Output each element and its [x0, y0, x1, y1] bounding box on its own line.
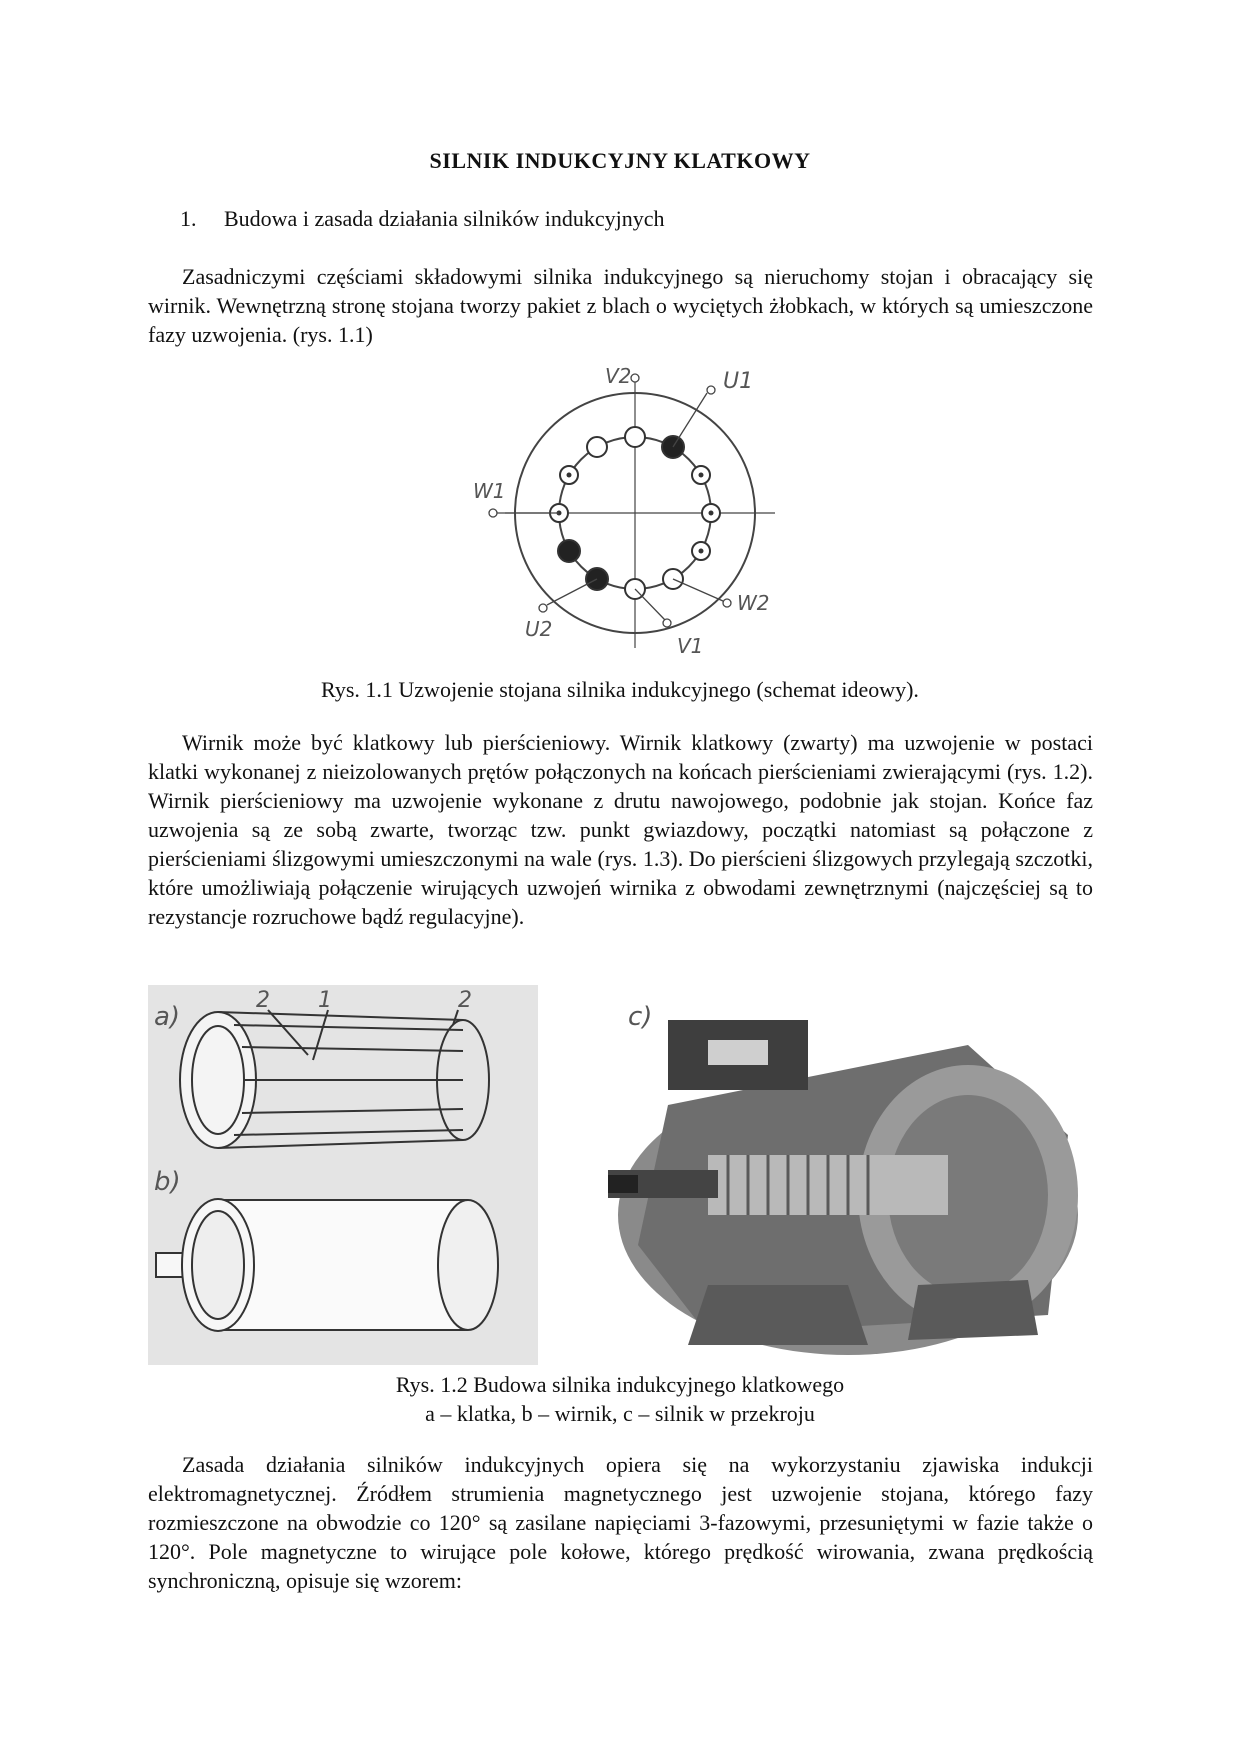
section-heading [180, 206, 665, 232]
figure1-caption: Rys. 1.1 Uzwojenie stojana silnika indukcyjnego (schemat ideowy). [321, 677, 919, 702]
section-number: 1. [180, 206, 197, 231]
label-2a: 2 [256, 988, 270, 1013]
label-c: c) [628, 1002, 653, 1032]
label-a: a) [154, 1002, 181, 1032]
motor-cross-section-image [608, 1020, 1078, 1355]
label-b: b) [154, 1167, 181, 1197]
label-v1: V1 [677, 634, 704, 658]
label-u2: U2 [525, 617, 553, 641]
page-title: SILNIK INDUKCYJNY KLATKOWY [429, 148, 811, 173]
paragraph-intro: Zasadniczymi częściami składowymi silnika indukcyjnego są nieruchomy stojan i obracający się wirnik. Wewnętrzną stronę stojana tworzy pakiet z blach o wyciętych żłobkach, w których są umieszczone fazy uzwojenia. (rys. 1.1) [148, 264, 1093, 347]
motor-construction-figure [148, 985, 1093, 1365]
label-1: 1 [318, 988, 332, 1013]
label-u1: U1 [723, 369, 754, 394]
paragraph-principle: Zasada działania silników indukcyjnych opiera się na wykorzystaniu zjawiska indukcji elektromagnetycznej. Źródłem strumienia magnetycznego jest uzwojenie stojana, którego fazy rozmieszczone na obwodzie co 120° są zasilane napięciami 3-fazowymi, przesuniętymi w fazie także o 120°. Pole magnetyczne to wirujące pole kołowe, którego prędkość wirowania, zwana prędkością synchroniczną, opisuje się wzorem: [148, 1452, 1093, 1593]
slot [625, 427, 645, 447]
label-v2: V2 [605, 364, 632, 388]
slot [558, 540, 580, 562]
figure2-caption [0, 1370, 1240, 1428]
slot [587, 437, 607, 457]
label-2b: 2 [458, 988, 472, 1013]
stator-winding-diagram [455, 358, 815, 663]
rotor-drawing [156, 1199, 498, 1331]
label-w1: W1 [473, 479, 506, 503]
paragraph-rotor: Wirnik może być klatkowy lub pierścieniowy. Wirnik klatkowy (zwarty) ma uzwojenie w postaci klatki wykonanej z nieizolowanych prętów połączonych na końcach pierścieniami zwierającymi (rys. 1.2). Wirnik pierścieniowy ma uzwojenie wykonane z drutu nawojowego, podobnie jak stojan. Końce faz uzwojenia są ze sobą zwarte, tworząc tzw. punkt gwiazdowy, początki natomiast są połączone z pierścieniami ślizgowymi umieszczonymi na wale (rys. 1.3). Do pierścieni ślizgowych przylegają szczotki, które umożliwiają połączenie wirujących uzwojeń wirnika z obwodami zewnętrznymi (najczęściej są to rezystancje rozruchowe bądź regulacyjne). [148, 730, 1093, 929]
label-w2: W2 [737, 591, 770, 615]
figure2-caption-line2: a – klatka, b – wirnik, c – silnik w przekroju [425, 1401, 815, 1426]
figure2-caption-line1: Rys. 1.2 Budowa silnika indukcyjnego klatkowego [395, 1372, 845, 1397]
section-title: Budowa i zasada działania silników indukcyjnych [224, 206, 665, 231]
